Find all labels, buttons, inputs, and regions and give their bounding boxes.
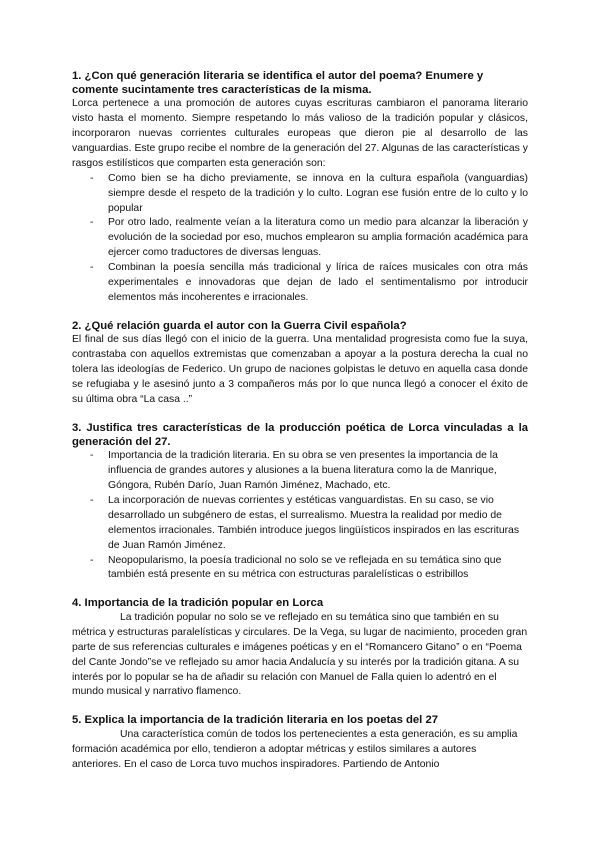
question-3-list xyxy=(72,449,528,583)
document-page xyxy=(72,70,528,773)
question-1-item: - Por otro lado, realmente veían a la literatura como un medio para alcanzar la liberación y evolución de la sociedad por eso, muchos emplearon su amplia formación académica para ejercer como traductores de diversas lenguas. xyxy=(108,216,528,261)
question-1-list xyxy=(72,172,528,306)
question-4-answer: La tradición popular no solo se ve reflejado en su temática sino que también en su métrica y estructuras paralelísticas y circulares. De la Vega, su lugar de nacimiento, proceden gran parte de sus referencias culturales e imágenes poéticas y en el “Romancero Gitano” o en “Poema del Cante Jondo”se ve reflejado su amor hacia Andalucía y su interés por la tradición gitana. A su interés por lo popular se ha de añadir su relación con Manuel de Falla quien lo adentró en el mundo musical y narrativo flamenco. xyxy=(72,611,528,698)
question-3-item: - La incorporación de nuevas corrientes y estéticas vanguardistas. En su caso, se vio desarrollado un subgénero de estas, el surrealismo. Muestra la realidad por medio de elementos irracionales. También introduce juegos lingüísticos inspirados en las escrituras de Juan Ramón Jiménez. xyxy=(108,494,528,554)
question-1-item: - Combinan la poesía sencilla más tradicional y lírica de raíces musicales con otra más experimentales e innovadoras que dejan de lado el sentimentalismo por introducir elementos más incoherentes e irracionales. xyxy=(108,261,528,306)
question-5-heading: 5. Explica la importancia de la tradición literaria en los poetas del 27 xyxy=(72,714,439,727)
question-1-heading: 1. ¿Con qué generación literaria se identifica el autor del poema? Enumere y comente sucintamente tres características de la misma. xyxy=(72,70,484,96)
question-1-item: - Como bien se ha dicho previamente, se innova en la cultura española (vanguardias) siempre desde el respeto de la tradición y lo culto. Logran ese fusión entre de lo culto y lo popular xyxy=(108,172,528,217)
question-4-heading: 4. Importancia de la tradición popular en Lorca xyxy=(72,597,324,610)
question-3-item: - Importancia de la tradición literaria. En su obra se ven presentes la importancia de la influencia de grandes autores y alusiones a la buena literatura como la de Manrique, Góngora, Rubén Darío, Juan Ramón Jiménez, Machado, etc. xyxy=(108,449,528,494)
question-3-item: - Neopopularismo, la poesía tradicional no solo se ve reflejada en su temática sino que también está presente en su métrica con estructuras paralelísticas o estribillos xyxy=(108,554,528,584)
question-2-heading: 2. ¿Qué relación guarda el autor con la Guerra Civil española? xyxy=(72,319,407,332)
question-2-answer: El final de sus días llegó con el inicio de la guerra. Una mentalidad progresista como fue la suya, contrastaba con aquellos extremistas que comenzaban a apoyar a la postura derecha la cual no tolera las ideologías de Federico. Un grupo de naciones golpistas le detuvo en aquella casa donde se refugiaba y le asesinó junto a 3 compañeros más por lo que nunca llegó a conocer el éxito de su última obra “La casa ..” xyxy=(72,334,528,406)
question-1-intro: Lorca pertenece a una promoción de autores cuyas escrituras cambiaron el panorama literario visto hasta el momento. Siempre respetando lo más valioso de la tradición popular y clásicos, incorporaron nuevas corrientes culturales europeas que dieron pie al desarrollo de las vanguardias. Este grupo recibe el nombre de la generación del 27. Algunas de las características y rasgos estilísticos que comparten esta generación son: xyxy=(72,98,528,169)
question-5-answer: Una característica común de todos los pertenecientes a esta generación, es su amplia formación académica por ello, tendieron a adoptar métricas y estilos similares a autores anteriores. En el caso de Lorca tuvo muchos inspiradores. Partiendo de Antonio xyxy=(72,728,518,770)
question-3-heading: 3. Justifica tres características de la producción poética de Lorca vinculadas a la generación del 27. xyxy=(72,422,528,448)
